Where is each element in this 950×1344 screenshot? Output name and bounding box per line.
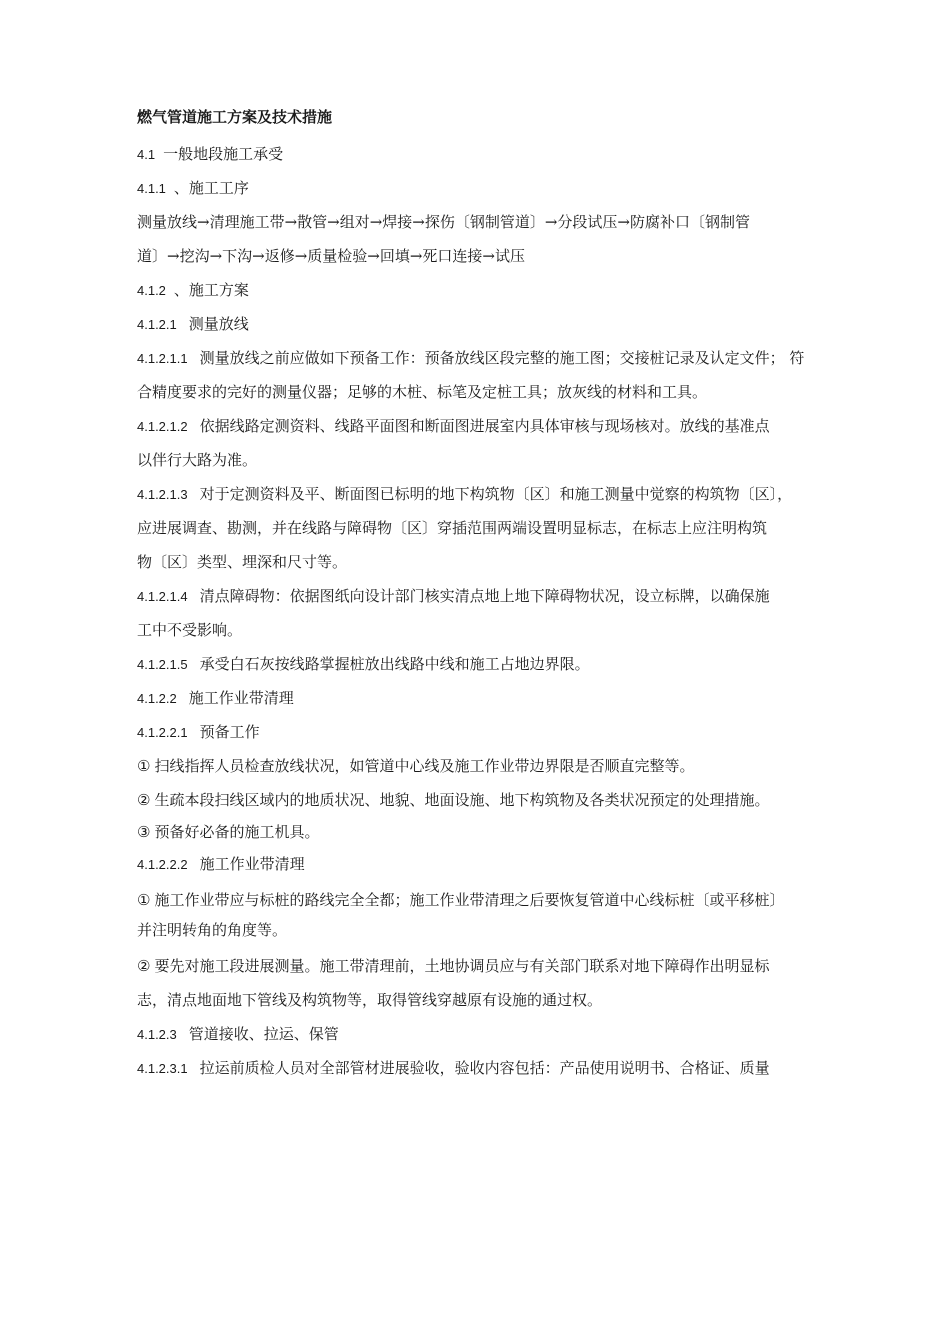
section-number: 4.1.2.1	[137, 317, 177, 332]
item-text: 生疏本段扫线区域内的地质状况、地貌、地面设施、地下构筑物及各类状况预定的处理措施。	[154, 791, 770, 809]
document-title: 燃气管道施工方案及技术措施	[137, 108, 333, 126]
process-sequence	[137, 205, 849, 273]
list-item	[137, 783, 849, 817]
clean-item-2	[137, 949, 849, 1017]
clause-number: 4.1.2.1.5	[137, 657, 188, 672]
clause-4-1-2-1-2	[137, 409, 849, 477]
clause-text: 拉运前质检人员对全部管材进展验收，验收内容包括：产品使用说明书、合格证、质量	[199, 1059, 770, 1077]
section-text: 测量放线	[188, 315, 249, 333]
para-line	[137, 409, 849, 443]
section-number: 4.1.2.2.1	[137, 725, 188, 740]
item-marker: ②	[137, 791, 151, 809]
para-line	[137, 647, 849, 681]
para-line: 工中不受影响。	[137, 621, 243, 639]
clause-4-1-2-1-4	[137, 579, 849, 647]
clause-4-1-2-1-1	[137, 341, 849, 409]
clause-number: 4.1.2.3.1	[137, 1061, 188, 1076]
para-line: 并注明转角的角度等。	[137, 921, 288, 939]
para-line	[137, 341, 849, 375]
clause-number: 4.1.2.1.3	[137, 487, 188, 502]
clean-item-1	[137, 885, 849, 945]
item-marker: ①	[137, 891, 151, 909]
clause-text: 承受白石灰按线路掌握桩放出线路中线和施工占地边界限。	[199, 655, 590, 673]
item-marker: ③	[137, 823, 151, 841]
clause-4-1-2-3-1	[137, 1051, 849, 1085]
item-marker: ①	[137, 757, 151, 775]
list-item	[137, 817, 849, 847]
heading-4-1	[137, 137, 849, 171]
clause-number: 4.1.2.1.2	[137, 419, 188, 434]
heading-4-1-2-2-1	[137, 715, 849, 749]
para-line	[137, 579, 849, 613]
heading-4-1-2-2-2	[137, 847, 849, 881]
para-line: 测量放线→清理施工带→散管→组对→焊接→探伤〔钢制管道〕→分段试压→防腐补口〔钢制管	[137, 213, 750, 231]
item-text: 施工作业带应与标桩的路线完全全都；施工作业带清理之后要恢复管道中心线标桩〔或平移桩〕	[154, 891, 785, 909]
item-text: 预备好必备的施工机具。	[154, 823, 320, 841]
section-text: 、施工工序	[173, 179, 249, 197]
heading-4-1-2-1	[137, 307, 849, 341]
section-number: 4.1.2.3	[137, 1027, 177, 1042]
prep-list-last	[137, 817, 849, 847]
section-text: 预备工作	[199, 723, 260, 741]
clause-4-1-2-1-5	[137, 647, 849, 681]
para-line: 以伴行大路为准。	[137, 451, 258, 469]
section-text: 施工作业带清理	[188, 689, 294, 707]
list-item	[137, 885, 849, 915]
para-line: 合精度要求的完好的测量仪器；足够的木桩、标笔及定桩工具；放灰线的材料和工具。	[137, 383, 708, 401]
section-number: 4.1	[137, 147, 156, 162]
section-text: 管道接收、拉运、保管	[188, 1025, 339, 1043]
heading-4-1-2-3	[137, 1017, 849, 1051]
item-text: 要先对施工段进展测量。施工带清理前，土地协调员应与有关部门联系对地下障碍作出明显标	[154, 957, 770, 975]
heading-4-1-2-2	[137, 681, 849, 715]
list-item	[137, 949, 849, 983]
prep-list	[137, 749, 849, 817]
heading-4-1-1	[137, 171, 849, 205]
para-line: 志，清点地面地下管线及构筑物等，取得管线穿越原有设施的通过权。	[137, 991, 603, 1009]
clause-number: 4.1.2.1.1	[137, 351, 188, 366]
para-line: 物〔区〕类型、埋深和尺寸等。	[137, 553, 348, 571]
section-text: 、施工方案	[173, 281, 249, 299]
section-text: 施工作业带清理	[199, 855, 305, 873]
document-page	[137, 103, 849, 1085]
item-marker: ②	[137, 957, 151, 975]
section-number: 4.1.2	[137, 283, 166, 298]
clause-text: 依据线路定测资料、线路平面图和断面图进展室内具体审核与现场核对。放线的基准点	[199, 417, 770, 435]
section-number: 4.1.2.2	[137, 691, 177, 706]
para-line	[137, 477, 849, 511]
section-text: 一般地段施工承受	[163, 145, 284, 163]
para-line: 道〕→挖沟→下沟→返修→质量检验→回填→死口连接→试压	[137, 247, 525, 265]
heading-4-1-2	[137, 273, 849, 307]
para-line: 应进展调查、勘测，并在线路与障碍物〔区〕穿插范围两端设置明显标志，在标志上应注明构筑	[137, 519, 768, 537]
list-item	[137, 749, 849, 783]
item-text: 扫线指挥人员检查放线状况，如管道中心线及施工作业带边界限是否顺直完整等。	[154, 757, 695, 775]
section-number: 4.1.1	[137, 181, 166, 196]
clause-text: 对于定测资料及平、断面图已标明的地下构筑物〔区〕和施工测量中觉察的构筑物〔区〕，	[199, 485, 793, 503]
para-line	[137, 1051, 849, 1085]
clause-4-1-2-1-3	[137, 477, 849, 579]
section-number: 4.1.2.2.2	[137, 857, 188, 872]
clause-number: 4.1.2.1.4	[137, 589, 188, 604]
clause-text: 测量放线之前应做如下预备工作：预备放线区段完整的施工图；交接桩记录及认定文件； 符	[199, 349, 805, 367]
clause-text: 清点障碍物：依据图纸向设计部门核实清点地上地下障碍物状况，设立标牌，以确保施	[199, 587, 770, 605]
